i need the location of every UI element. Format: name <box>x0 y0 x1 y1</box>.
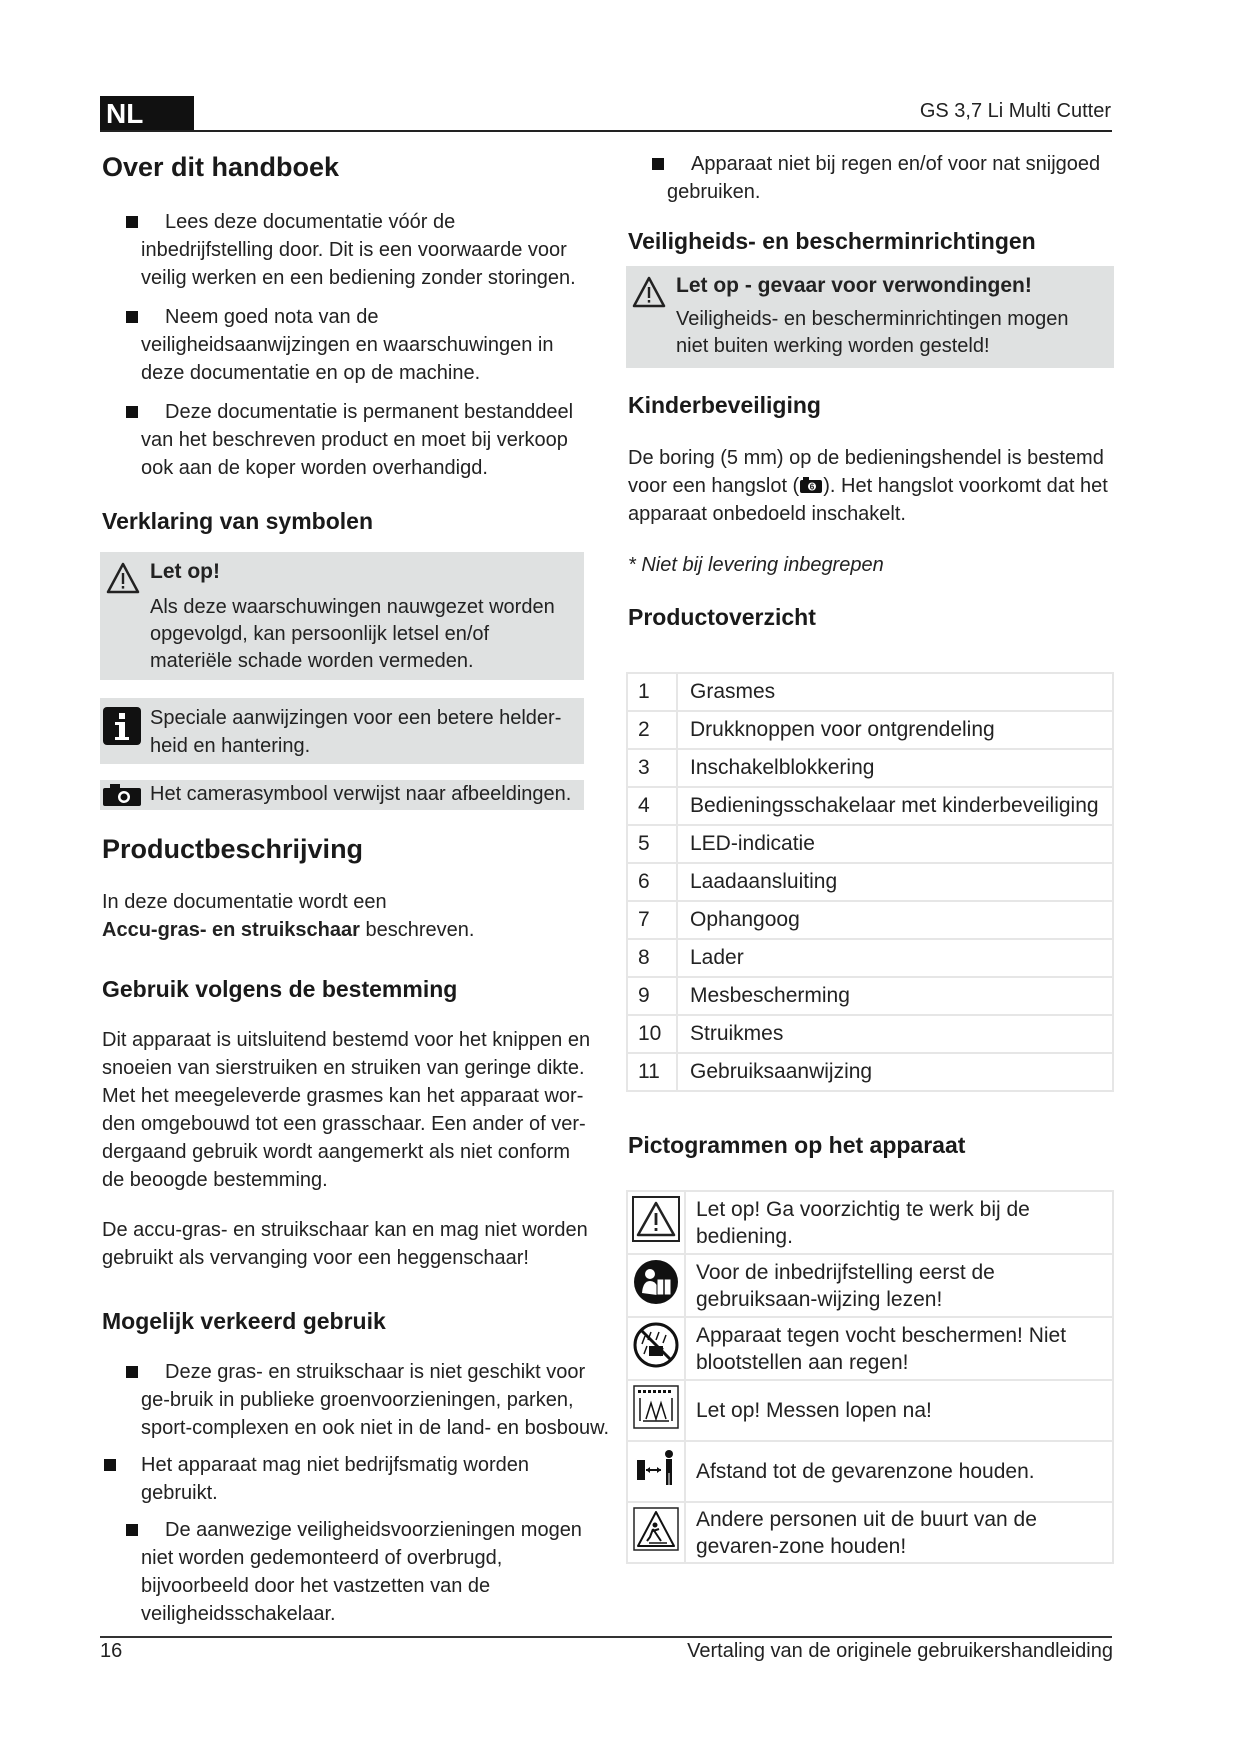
misuse-title: Mogelijk verkeerd gebruik <box>102 1308 386 1334</box>
info-icon <box>102 706 142 746</box>
table-row: Afstand tot de gevarenzone houden. <box>627 1441 1113 1502</box>
info-box <box>100 698 584 764</box>
intended-use-text-1: Dit apparaat is uitsluitend bestemd voor het knippen en snoeien van sierstruiken en struiken van geringe dikte. Met het meegeleverde grasmes kan het apparaat wor-den omgebouwd tot een grasschaar. Een ander of ver-dergaand gebruik wordt aangemerkt als niet conform de beoogde bestemming. <box>102 1029 591 1191</box>
warning-text: Als deze waarschuwingen nauwgezet worden opgevolgd, kan persoonlijk letsel en/of materiële schade worden vermeden. <box>150 596 555 672</box>
about-list <box>102 208 592 482</box>
bullet-square-icon <box>126 216 138 228</box>
table-row: 11 Gebruiksaanwijzing <box>627 1053 1113 1091</box>
warning-box <box>100 552 584 680</box>
child-safety-title: Kinderbeveiliging <box>628 392 821 418</box>
about-title: Over dit handboek <box>102 152 340 182</box>
camera-box <box>100 780 584 810</box>
table-row: Andere personen uit de buurt van de gevaren-zone houden! <box>627 1502 1113 1563</box>
table-row: Let op! Messen lopen na! <box>627 1380 1113 1441</box>
header-rule <box>100 130 1112 132</box>
intended-use-text-2: De accu-gras- en struikschaar kan en mag niet worden gebruikt als vervanging voor een heggenschaar! <box>102 1219 588 1269</box>
list-item: Het apparaat mag niet bedrijfsmatig worden gebruikt. <box>102 1451 610 1507</box>
table-row: Apparaat tegen vocht beschermen! Niet blootstellen aan regen! <box>627 1317 1113 1380</box>
safety-warning-box <box>626 266 1114 368</box>
bullet-square-icon <box>104 1459 116 1471</box>
bullet-square-icon <box>126 406 138 418</box>
table-row: 6 Laadaansluiting <box>627 863 1113 901</box>
camera-text: Het camerasymbool verwijst naar afbeeldingen. <box>150 783 572 805</box>
bullet-square-icon <box>652 158 664 170</box>
footer-rule <box>100 1636 1112 1638</box>
warning-triangle-icon <box>632 1196 680 1242</box>
safety-warning-text: Veiligheids- en bescherminrichtingen mogen niet buiten werking worden gesteld! <box>676 308 1069 357</box>
info-text: Speciale aanwijzingen voor een betere helder-heid en hantering. <box>150 707 562 757</box>
safety-title: Veiligheids- en bescherminrichtingen <box>628 228 1036 254</box>
list-item: Neem goed nota van de veiligheidsaanwijzingen en waarschuwingen in deze documentatie en op de machine. <box>102 303 592 387</box>
misuse-list <box>102 1358 610 1628</box>
bullet-square-icon <box>126 311 138 323</box>
description-text: In deze documentatie wordt een Accu-gras- en struikschaar beschreven. <box>102 891 475 941</box>
list-item: De aanwezige veiligheidsvoorzieningen mogen niet worden gedemonteerd of overbrugd, bijvoorbeeld door het vastzetten van de veiligheidsschakelaar. <box>102 1516 610 1628</box>
pictogram-table <box>626 1190 1114 1564</box>
pictograms-title: Pictogrammen op het apparaat <box>628 1132 966 1158</box>
blade-runs-on-icon <box>633 1385 679 1429</box>
read-manual-icon <box>633 1259 679 1305</box>
no-rain-icon <box>633 1322 679 1368</box>
keep-distance-icon <box>633 1446 679 1490</box>
symbols-title: Verklaring van symbolen <box>102 508 374 534</box>
table-row: Let op! Ga voorzichtig te werk bij de bediening. <box>627 1191 1113 1254</box>
bullet-square-icon <box>126 1524 138 1536</box>
table-row: 10 Struikmes <box>627 1015 1113 1053</box>
list-item: Deze gras- en struikschaar is niet geschikt voor ge-bruik in publieke groenvoorzieningen, parken, sport-complexen en ook niet in de land- en bosbouw. <box>102 1358 610 1442</box>
list-item: Deze documentatie is permanent bestanddeel van het beschreven product en moet bij verkoop ook aan de koper worden overhandigd. <box>102 398 592 482</box>
table-row: 7 Ophangoog <box>627 901 1113 939</box>
table-row: 9 Mesbescherming <box>627 977 1113 1015</box>
warning-triangle-icon <box>632 276 666 308</box>
overview-title: Productoverzicht <box>628 604 816 630</box>
table-row: 5 LED-indicatie <box>627 825 1113 863</box>
table-row: 4 Bedieningsschakelaar met kinderbeveiliging <box>627 787 1113 825</box>
language-badge: NL <box>100 96 194 132</box>
overview-table <box>626 672 1114 1092</box>
rain-list <box>628 150 1108 206</box>
table-row: 3 Inschakelblokkering <box>627 749 1113 787</box>
camera-icon <box>799 476 823 494</box>
list-item: Apparaat niet bij regen en/of voor nat snijgoed gebruiken. <box>628 150 1108 206</box>
child-safety-text: De boring (5 mm) op de bedieningshendel is bestemd voor een hangslot ( 6 ). Het hangslot voorkomt dat het apparaat onbedoeld inschakelt. <box>628 447 1108 525</box>
page-number: 16 <box>100 1640 123 1662</box>
bullet-square-icon <box>126 1366 138 1378</box>
warning-title: Let op! <box>150 560 220 583</box>
description-title: Productbeschrijving <box>102 834 364 864</box>
table-row: Voor de inbedrijfstelling eerst de gebruiksaan-wijzing lezen! <box>627 1254 1113 1317</box>
table-row: 8 Lader <box>627 939 1113 977</box>
not-included-note: * Niet bij levering inbegrepen <box>628 554 884 576</box>
intended-use-title: Gebruik volgens de bestemming <box>102 976 458 1002</box>
bystanders-icon <box>633 1507 679 1551</box>
safety-warning-title: Let op - gevaar voor verwondingen! <box>676 274 1032 297</box>
camera-icon <box>102 783 142 807</box>
table-row: 2 Drukknoppen voor ontgrendeling <box>627 711 1113 749</box>
svg-text:6: 6 <box>810 482 815 492</box>
footer-note: Vertaling van de originele gebruikershandleiding <box>687 1640 1113 1662</box>
warning-triangle-icon <box>106 562 140 594</box>
list-item: Lees deze documentatie vóór de inbedrijfstelling door. Dit is een voorwaarde voor veilig werken en een bediening zonder storingen. <box>102 208 592 292</box>
table-row: 1 Grasmes <box>627 673 1113 711</box>
product-name: GS 3,7 Li Multi Cutter <box>919 100 1111 122</box>
